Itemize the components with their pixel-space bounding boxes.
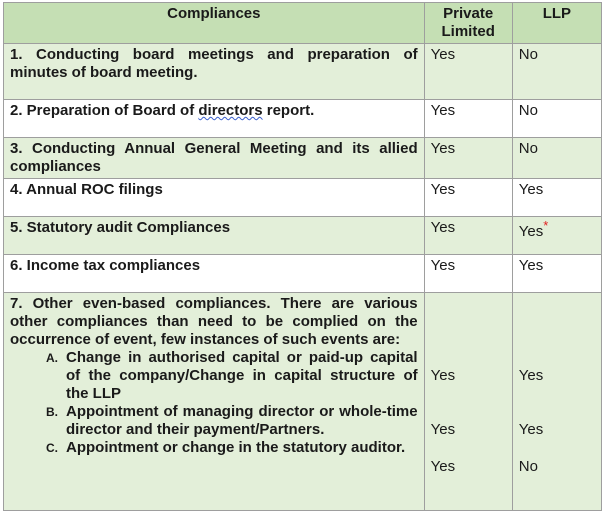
item-a-llp: Yes <box>518 367 544 384</box>
header-private-limited: Private Limited <box>424 3 512 44</box>
row-7-item-b <box>10 403 418 439</box>
item-a-text: Change in authorised capital or paid-up capital of the company/Change in capital structure of the LLP <box>66 349 418 402</box>
row-3-private: Yes <box>424 138 512 179</box>
row-5-private: Yes <box>424 217 512 255</box>
row-5-llp <box>512 217 601 255</box>
item-b-llp: Yes <box>518 421 544 438</box>
row-1-private: Yes <box>424 44 512 100</box>
header-row <box>4 3 602 44</box>
row-7-llp <box>512 293 601 511</box>
item-a-private: Yes <box>430 367 456 384</box>
header-llp: LLP <box>512 3 601 44</box>
row-6-llp: Yes <box>512 255 601 293</box>
item-b-private: Yes <box>430 421 456 438</box>
table-row <box>4 44 602 100</box>
row-6-compliance: 6. Income tax compliances <box>4 255 425 293</box>
row-1-llp: No <box>512 44 601 100</box>
row-2-llp: No <box>512 100 601 138</box>
item-c-marker: C. <box>46 441 58 455</box>
compliance-table <box>3 2 602 511</box>
row-4-private: Yes <box>424 179 512 217</box>
item-c-private: Yes <box>430 458 456 475</box>
spellcheck-word: directors <box>198 102 263 119</box>
row-7-compliance <box>4 293 425 511</box>
row-5-compliance: 5. Statutory audit Compliances <box>4 217 425 255</box>
header-compliances: Compliances <box>4 3 425 44</box>
item-b-marker: B. <box>46 405 58 419</box>
table-row <box>4 138 602 179</box>
row-4-llp: Yes <box>512 179 601 217</box>
table-row <box>4 255 602 293</box>
row-6-private: Yes <box>424 255 512 293</box>
row-3-llp: No <box>512 138 601 179</box>
row-1-compliance: 1. Conducting board meetings and preparation of minutes of board meeting. <box>4 44 425 100</box>
row-4-compliance: 4. Annual ROC filings <box>4 179 425 217</box>
row-2-compliance <box>4 100 425 138</box>
row-7-item-a <box>10 349 418 403</box>
row-2-text-after: report. <box>262 102 315 119</box>
table-row <box>4 100 602 138</box>
row-7-item-c <box>10 439 418 457</box>
table-row <box>4 293 602 511</box>
item-c-text: Appointment or change in the statutory auditor. <box>66 439 406 456</box>
row-7-intro: 7. Other even-based compliances. There are various other compliances than need to be complied on the occurrence of event, few instances of such events are: <box>10 295 418 348</box>
row-2-private: Yes <box>424 100 512 138</box>
row-3-compliance: 3. Conducting Annual General Meeting and its allied compliances <box>4 138 425 179</box>
item-b-text: Appointment of managing director or whole-time director and their payment/Partners. <box>66 403 418 438</box>
footnote-asterisk: * <box>543 218 549 233</box>
row-5-llp-value: Yes <box>518 223 544 240</box>
table-row <box>4 217 602 255</box>
item-c-llp: No <box>518 458 538 475</box>
row-7-private <box>424 293 512 511</box>
item-a-marker: A. <box>46 351 58 365</box>
row-2-text-before: 2. Preparation of Board of <box>10 102 199 119</box>
table-row <box>4 179 602 217</box>
